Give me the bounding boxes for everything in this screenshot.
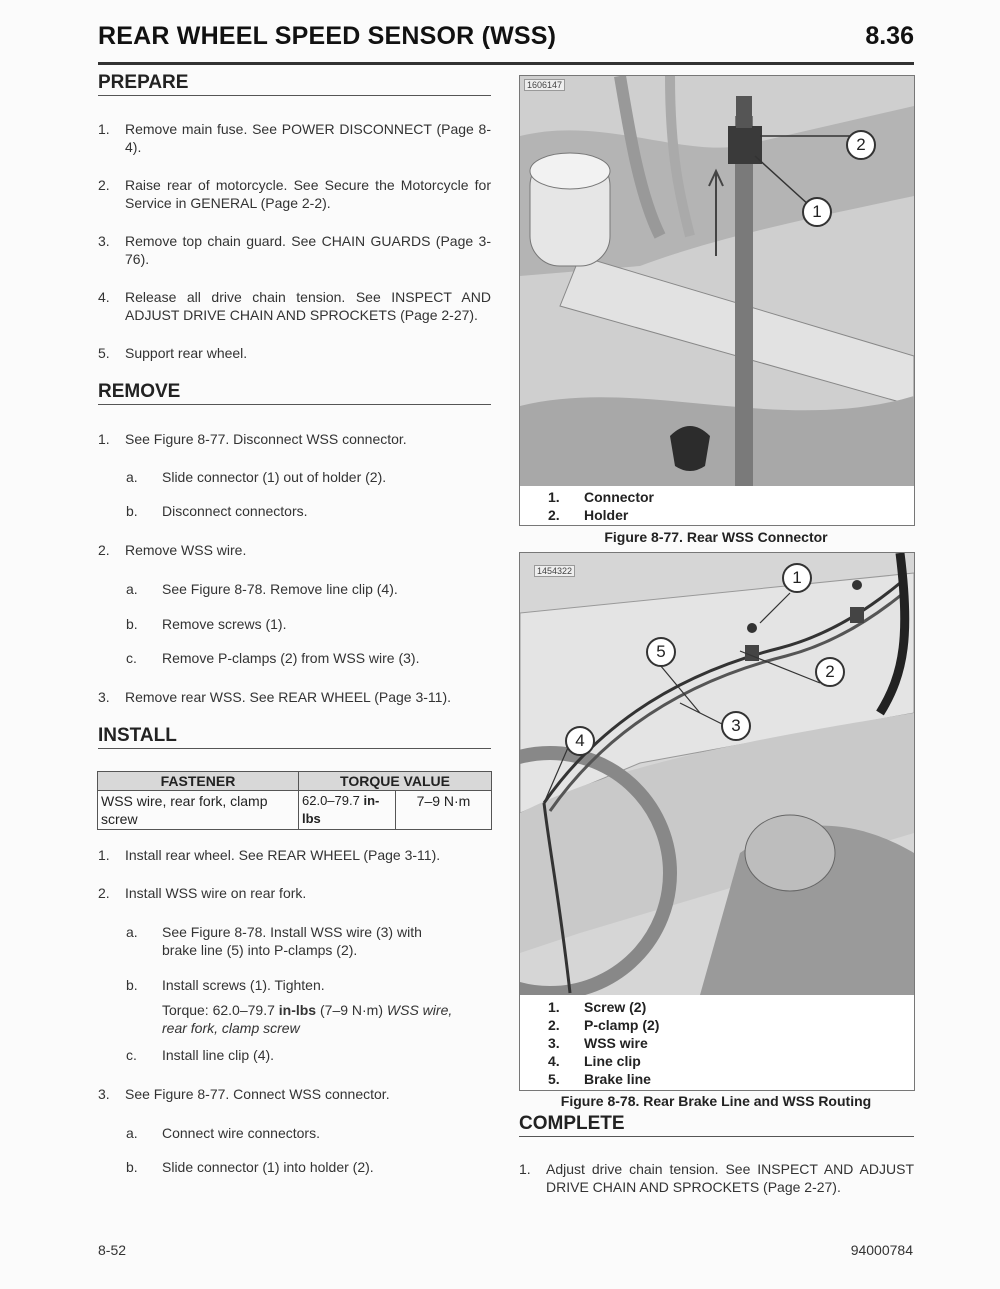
substep-text: See Figure 8-78. Remove line clip (4). xyxy=(162,581,398,597)
step-number: 1. xyxy=(98,847,110,863)
substep-text: Connect wire connectors. xyxy=(162,1125,320,1141)
step-number: 2. xyxy=(98,177,110,193)
torque-metric: (7–9 N·m) xyxy=(316,1002,387,1018)
substep-letter: a. xyxy=(126,581,138,597)
legend-item: 2. Holder xyxy=(548,507,629,523)
substep-letter: b. xyxy=(126,977,138,993)
step-number: 2. xyxy=(98,885,110,901)
prepare-heading: PREPARE xyxy=(98,72,491,96)
torque-prefix: Torque: 62.0–79.7 xyxy=(162,1002,279,1018)
figure-8-77 xyxy=(519,75,915,526)
substep-letter: a. xyxy=(126,469,138,485)
legend-item: 1. Connector xyxy=(548,489,654,505)
step-number: 2. xyxy=(98,542,110,558)
step-text: Install WSS wire on rear fork. xyxy=(125,885,307,901)
step-text: Support rear wheel. xyxy=(125,345,248,361)
substep-letter: b. xyxy=(126,616,138,632)
torque-inlbs-unit: in-lbs xyxy=(302,793,380,826)
fastener-cell: WSS wire, rear fork, clamp screw xyxy=(98,791,299,830)
step-text: Adjust drive chain tension. See INSPECT AND ADJUST DRIVE CHAIN AND SPROCKETS (Page 2-27). xyxy=(546,1161,914,1195)
table-row xyxy=(98,791,492,830)
step-text: Remove rear WSS. See REAR WHEEL (Page 3-11). xyxy=(125,689,451,705)
step-number: 1. xyxy=(98,121,110,137)
step-number: 3. xyxy=(98,689,110,705)
legend-item: 4. Line clip xyxy=(548,1053,641,1069)
table-header-torque: TORQUE VALUE xyxy=(299,772,492,791)
legend-item: 1. Screw (2) xyxy=(548,999,647,1015)
callout-4: 4 xyxy=(565,726,595,756)
step-text: Remove main fuse. See POWER DISCONNECT (Page 8-4). xyxy=(125,121,491,155)
substep-text: Remove P-clamps (2) from WSS wire (3). xyxy=(162,650,420,666)
step-number: 3. xyxy=(98,1086,110,1102)
header-rule xyxy=(98,62,914,65)
page-section-number: 8.36 xyxy=(865,22,914,50)
document-number: 94000784 xyxy=(850,1242,913,1258)
callout-2: 2 xyxy=(815,657,845,687)
step-text: See Figure 8-77. Connect WSS connector. xyxy=(125,1086,390,1102)
callout-3: 3 xyxy=(721,711,751,741)
substep-letter: b. xyxy=(126,1159,138,1175)
page-number: 8-52 xyxy=(98,1242,127,1258)
torque-item: WSS wire, rear fork, clamp screw xyxy=(162,1002,453,1036)
callout-5: 5 xyxy=(646,637,676,667)
substep-letter: a. xyxy=(126,924,138,940)
figure-8-77-caption: Figure 8-77. Rear WSS Connector xyxy=(604,529,828,545)
torque-nm-cell: 7–9 N·m xyxy=(396,791,492,830)
torque-table xyxy=(97,771,492,830)
substep-text: See Figure 8-78. Install WSS wire (3) with brake line (5) into P-clamps (2). xyxy=(162,924,422,958)
step-number: 1. xyxy=(519,1161,531,1177)
torque-inlbs-cell xyxy=(299,791,396,830)
page-title: REAR WHEEL SPEED SENSOR (WSS) xyxy=(98,22,557,50)
callout-2: 2 xyxy=(846,130,876,160)
substep-text: Slide connector (1) into holder (2). xyxy=(162,1159,374,1175)
substep-letter: a. xyxy=(126,1125,138,1141)
substep-letter: c. xyxy=(126,650,137,666)
step-number: 5. xyxy=(98,345,110,361)
figure-8-78-caption: Figure 8-78. Rear Brake Line and WSS Routing xyxy=(560,1093,872,1109)
substep-text: Disconnect connectors. xyxy=(162,503,308,519)
substep-text: Install line clip (4). xyxy=(162,1047,275,1063)
legend-item: 2. P-clamp (2) xyxy=(548,1017,660,1033)
step-number: 1. xyxy=(98,431,110,447)
substep-text: Install screws (1). Tighten. xyxy=(162,977,325,993)
figure-id: 1454322 xyxy=(534,565,575,577)
figure-8-78 xyxy=(519,552,915,1091)
callout-1: 1 xyxy=(782,563,812,593)
substep-text: Remove screws (1). xyxy=(162,616,287,632)
figure-id: 1606147 xyxy=(524,79,565,91)
step-text: Remove top chain guard. See CHAIN GUARDS (Page 3-76). xyxy=(125,233,491,267)
step-number: 4. xyxy=(98,289,110,305)
step-number: 3. xyxy=(98,233,110,249)
torque-unit: in-lbs xyxy=(278,1002,317,1018)
step-text: Raise rear of motorcycle. See Secure the Motorcycle for Service in GENERAL (Page 2-2). xyxy=(125,177,491,211)
step-text: Remove WSS wire. xyxy=(125,542,247,558)
remove-heading: REMOVE xyxy=(98,381,491,405)
substep-letter: b. xyxy=(126,503,138,519)
complete-heading: COMPLETE xyxy=(519,1113,914,1137)
step-text: Install rear wheel. See REAR WHEEL (Page 3-11). xyxy=(125,847,441,863)
substep-letter: c. xyxy=(126,1047,137,1063)
install-heading: INSTALL xyxy=(98,725,491,749)
routing-photo xyxy=(520,553,914,995)
substep-text: Slide connector (1) out of holder (2). xyxy=(162,469,387,485)
legend-item: 3. WSS wire xyxy=(548,1035,648,1051)
table-header-fastener: FASTENER xyxy=(98,772,299,791)
step-text: See Figure 8-77. Disconnect WSS connector. xyxy=(125,431,407,447)
step-text: Release all drive chain tension. See INSPECT AND ADJUST DRIVE CHAIN AND SPROCKETS (Page 2-27). xyxy=(125,289,491,323)
callout-1: 1 xyxy=(802,197,832,227)
torque-inlbs-value: 62.0–79.7 xyxy=(302,793,360,808)
legend-item: 5. Brake line xyxy=(548,1071,651,1087)
torque-text xyxy=(162,1001,457,1037)
